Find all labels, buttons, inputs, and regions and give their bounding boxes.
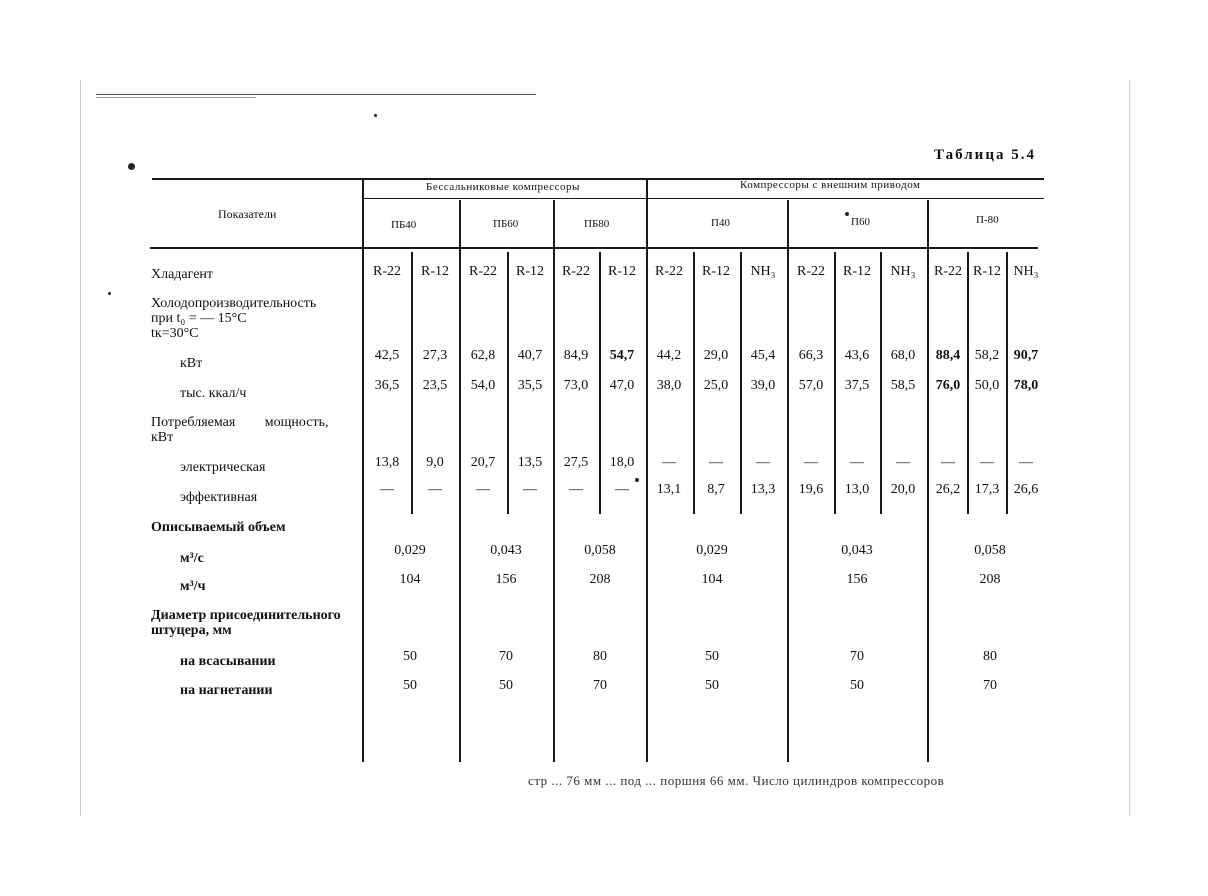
table-cell-kw: 58,2 (974, 348, 1000, 363)
table-cell-kcal: 39,0 (750, 378, 776, 393)
table-cell-refrigerant: R-22 (655, 264, 683, 279)
group-header-hermetic: Бессальниковые компрессоры (426, 181, 580, 193)
table-cell-effective: — (428, 482, 442, 497)
col-divider (927, 200, 929, 762)
table-cell-m3s: 0,029 (696, 543, 728, 558)
table-cell-kw: 27,3 (422, 348, 448, 363)
table-cell-kw: 62,8 (470, 348, 496, 363)
model-header: ПБ80 (584, 218, 610, 230)
table-cell-effective: — (476, 482, 490, 497)
table-cell-refrigerant: R-22 (469, 264, 497, 279)
row-label-diameter-2: штуцера, мм (151, 623, 232, 638)
table-cell-refrigerant: R-12 (516, 264, 544, 279)
table-cell-kcal: 76,0 (935, 378, 961, 393)
page-edge-right (1129, 80, 1130, 816)
table-cell-effective: 13,1 (656, 482, 682, 497)
table-cell-kw: 40,7 (517, 348, 543, 363)
table-cell-kcal: 50,0 (974, 378, 1000, 393)
table-cell-discharge: 50 (850, 678, 864, 693)
table-cell-m3s: 0,029 (394, 543, 426, 558)
table-cell-discharge: 50 (705, 678, 719, 693)
footer-text: стр ... 76 мм ... под ... поршня 66 мм. Число цилиндров компрессоров (528, 773, 945, 788)
table-cell-kcal: 37,5 (844, 378, 870, 393)
table-cell-effective: — (523, 482, 537, 497)
table-cell-kw: 43,6 (844, 348, 870, 363)
table-cell-kcal: 47,0 (609, 378, 635, 393)
table-cell-effective: 26,6 (1013, 482, 1039, 497)
table-cell-kcal: 54,0 (470, 378, 496, 393)
table-cell-kw: 88,4 (935, 348, 961, 363)
table-cell-discharge: 50 (499, 678, 513, 693)
table-cell-electric: — (1019, 455, 1033, 470)
table-cell-effective: 19,6 (798, 482, 824, 497)
table-cell-electric: — (980, 455, 994, 470)
table-cell-discharge: 70 (983, 678, 997, 693)
table-cell-m3h: 156 (495, 572, 517, 587)
row-label-m3h: м³/ч (180, 579, 206, 594)
table-cell-electric: — (662, 455, 676, 470)
table-cell-suction: 50 (705, 649, 719, 664)
table-cell-suction: 70 (499, 649, 513, 664)
table-cell-refrigerant: R-12 (421, 264, 449, 279)
table-cell-refrigerant: R-22 (934, 264, 962, 279)
row-label-effective: эффективная (180, 490, 258, 505)
col-divider (553, 200, 555, 762)
scan-artifact-top-2 (96, 97, 256, 98)
model-header: П60 (851, 216, 870, 228)
table-cell-kw: 45,4 (750, 348, 776, 363)
row-label-kw: кВт (180, 356, 203, 371)
table-cell-effective: — (615, 482, 629, 497)
table-cell-suction: 80 (593, 649, 607, 664)
scan-speck (128, 163, 135, 170)
table-cell-electric: 13,5 (517, 455, 543, 470)
table-cell-kcal: 57,0 (798, 378, 824, 393)
header-bottom-rule (150, 247, 1038, 249)
row-label-m3s: м³/с (180, 551, 204, 566)
table-cell-refrigerant: R-12 (702, 264, 730, 279)
table-cell-kw: 84,9 (563, 348, 589, 363)
table-cell-m3s: 0,058 (974, 543, 1006, 558)
table-cell-suction: 70 (850, 649, 864, 664)
row-label-volume: Описываемый объем (151, 520, 286, 535)
table-cell-kcal: 78,0 (1013, 378, 1039, 393)
table-cell-kcal: 35,5 (517, 378, 543, 393)
scan-speck (845, 212, 849, 216)
table-cell-effective: 17,3 (974, 482, 1000, 497)
scan-speck (374, 114, 377, 117)
table-cell-refrigerant: NH₃ (890, 264, 916, 279)
table-cell-effective: — (569, 482, 583, 497)
table-cell-effective: — (380, 482, 394, 497)
table-cell-kw: 44,2 (656, 348, 682, 363)
table-cell-m3h: 208 (979, 572, 1001, 587)
table-cell-refrigerant: R-22 (797, 264, 825, 279)
table-cell-m3h: 208 (589, 572, 611, 587)
table-cell-effective: 20,0 (890, 482, 916, 497)
table-cell-refrigerant: NH₃ (750, 264, 776, 279)
table-cell-kcal: 25,0 (703, 378, 729, 393)
table-cell-electric: 13,8 (374, 455, 400, 470)
table-cell-electric: 9,0 (426, 455, 444, 470)
table-cell-kw: 90,7 (1013, 348, 1039, 363)
table-cell-m3s: 0,058 (584, 543, 616, 558)
table-cell-kcal: 73,0 (563, 378, 589, 393)
table-cell-electric: 27,5 (563, 455, 589, 470)
table-cell-discharge: 50 (403, 678, 417, 693)
col-divider (459, 200, 461, 762)
table-cell-electric: 18,0 (609, 455, 635, 470)
table-title: Таблица 5.4 (934, 147, 1036, 163)
group-header-rule (362, 198, 1044, 199)
table-cell-electric: — (941, 455, 955, 470)
stub-header: Показатели (218, 207, 277, 221)
table-cell-refrigerant: R-12 (608, 264, 636, 279)
model-header: П40 (711, 217, 730, 229)
table-cell-effective: 26,2 (935, 482, 961, 497)
table-cell-effective: 13,3 (750, 482, 776, 497)
table-cell-kw: 66,3 (798, 348, 824, 363)
table-cell-suction: 50 (403, 649, 417, 664)
table-cell-m3h: 104 (701, 572, 723, 587)
row-label-capacity-t0: при t₀ = — 15°C (151, 311, 247, 326)
row-label-capacity: Холодопроизводительность (151, 296, 317, 311)
table-cell-kcal: 38,0 (656, 378, 682, 393)
row-label-electric: электрическая (180, 460, 266, 475)
table-cell-m3s: 0,043 (490, 543, 522, 558)
row-label-power-unit: кВт (151, 430, 174, 445)
table-cell-electric: — (804, 455, 818, 470)
row-label-diameter: Диаметр присоединительного (151, 608, 341, 623)
model-header: ПБ40 (391, 219, 417, 231)
table-cell-m3h: 104 (399, 572, 421, 587)
page-edge-left (80, 80, 81, 816)
table-cell-m3h: 156 (846, 572, 868, 587)
scan-speck (108, 292, 111, 295)
table-cell-effective: 13,0 (844, 482, 870, 497)
table-cell-m3s: 0,043 (841, 543, 873, 558)
table-cell-refrigerant: R-22 (562, 264, 590, 279)
model-header: ПБ60 (493, 218, 519, 230)
table-cell-electric: — (896, 455, 910, 470)
table-cell-refrigerant: R-12 (973, 264, 1001, 279)
group-header-external: Компрессоры с внешним приводом (740, 179, 921, 191)
table-cell-kw: 29,0 (703, 348, 729, 363)
table-cell-discharge: 70 (593, 678, 607, 693)
row-label-capacity-tk: tк=30°C (151, 326, 199, 341)
table-cell-kw: 68,0 (890, 348, 916, 363)
table-cell-kw: 42,5 (374, 348, 400, 363)
table-cell-electric: — (709, 455, 723, 470)
table-cell-electric: — (756, 455, 770, 470)
table-cell-kcal: 36,5 (374, 378, 400, 393)
table-cell-kcal: 58,5 (890, 378, 916, 393)
row-label-power: Потребляемая мощность, (151, 415, 329, 430)
table-cell-effective: 8,7 (707, 482, 725, 497)
row-label-kcal: тыс. ккал/ч (180, 386, 247, 401)
table-cell-electric: — (850, 455, 864, 470)
table-cell-refrigerant: R-22 (373, 264, 401, 279)
row-label-refrigerant: Хладагент (151, 267, 214, 282)
table-cell-kcal: 23,5 (422, 378, 448, 393)
model-header: П-80 (976, 214, 999, 226)
table-cell-suction: 80 (983, 649, 997, 664)
col-divider (787, 200, 789, 762)
scan-artifact-top (96, 94, 536, 95)
row-label-discharge: на нагнетании (180, 683, 273, 698)
table-cell-electric: 20,7 (470, 455, 496, 470)
table-cell-kw: 54,7 (609, 348, 635, 363)
table-cell-refrigerant: NH₃ (1013, 264, 1039, 279)
table-cell-refrigerant: R-12 (843, 264, 871, 279)
row-label-suction: на всасывании (180, 654, 276, 669)
